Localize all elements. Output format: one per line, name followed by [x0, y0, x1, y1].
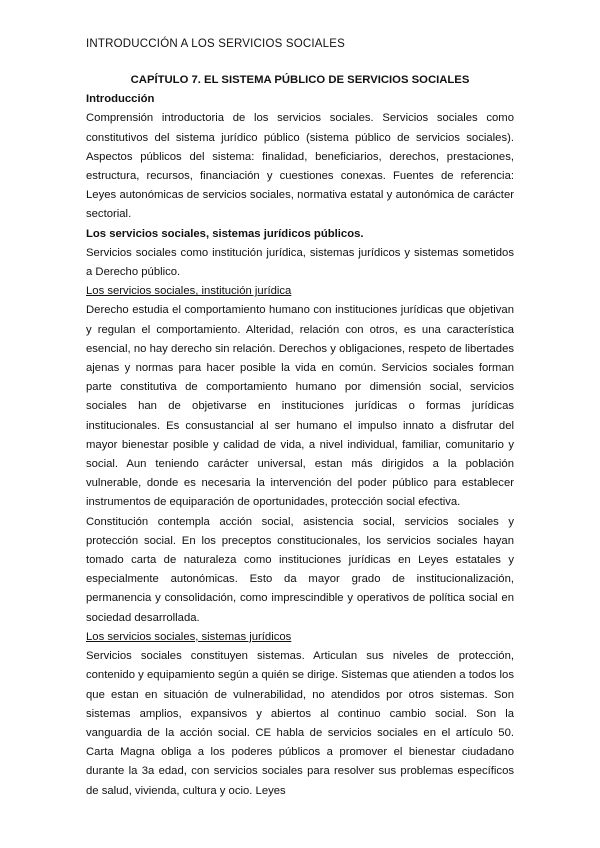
section-heading-public-legal-systems: Los servicios sociales, sistemas jurídicos públicos.: [86, 227, 364, 240]
subsection-heading-legal-systems: Los servicios sociales, sistemas jurídicos: [86, 630, 292, 643]
paragraph: Servicios sociales constituyen sistemas. Articulan sus niveles de protección, contenido y equipamiento según a quién se dirige. Sistemas que atienden a todos los que estan en situación de vulnerabilidad, no atendidos por otros sistemas. Son sistemas amplios, expansivos y abiertos al continuo cambio social. Son la vanguardia de la acción social. CE habla de servicios sociales en el artículo 50. Carta Magna obliga a los poderes públicos a promover el bienestar ciudadano durante la 3a edad, con servicios sociales para resolver sus problemas específicos de salud, vivienda, cultura y ocio. Leyes: [86, 650, 514, 797]
running-header: INTRODUCCIÓN A LOS SERVICIOS SOCIALES: [86, 38, 345, 50]
paragraph: Constitución contempla acción social, asistencia social, servicios sociales y protección social. En los preceptos constitucionales, los servicios sociales hayan tomado carta de naturaleza como instituciones jurídicas en Leyes estatales y especialmente autonómicas. Esto da mayor grado de institucionalización, permanencia y consolidación, como imprescindible y operativos de política social en sociedad desarrollada.: [86, 515, 514, 624]
paragraph: Derecho estudia el comportamiento humano con instituciones jurídicas que objetivan y regulan el comportamiento. Alteridad, relación con otros, es una característica esencial, no hay derecho sin relación. Derechos y obligaciones, respeto de libertades ajenas y normas para hacer posible la vida en común. Servicios sociales forman parte constitutiva de comportamiento humano por dimensión social, servicios sociales han de objetivarse en instituciones jurídicas o formas jurídicas institucionales. Es consustancial al ser humano el impulso innato a disfrutar del mayor bienestar posible y calidad de vida, a nivel individual, familiar, comunitario y social. Aun teniendo carácter universal, estan más dirigidos a la población vulnerable, donde es necesaria la intervención del poder público para establecer instrumentos de equiparación de oportunidades, protección social efectiva.: [86, 304, 514, 509]
intro-paragraph: Comprensión introductoria de los servicios sociales. Servicios sociales como constitutivos del sistema jurídico público (sistema público de servicios sociales). Aspectos públicos del sistema: finalidad, beneficiarios, derechos, prestaciones, estructura, recursos, financiación y cuestiones conexas. Fuentes de referencia: Leyes autonómicas de servicios sociales, normativa estatal y autonómica de carácter sectorial.: [86, 112, 514, 221]
document-body: [86, 71, 514, 801]
intro-heading: Introducción: [86, 93, 155, 106]
chapter-title: CAPÍTULO 7. EL SISTEMA PÚBLICO DE SERVICIOS SOCIALES: [130, 74, 470, 86]
subsection-heading-legal-institution: Los servicios sociales, institución jurídica: [86, 285, 292, 298]
section-paragraph: Servicios sociales como institución jurídica, sistemas jurídicos y sistemas sometidos a Derecho público.: [86, 246, 514, 279]
